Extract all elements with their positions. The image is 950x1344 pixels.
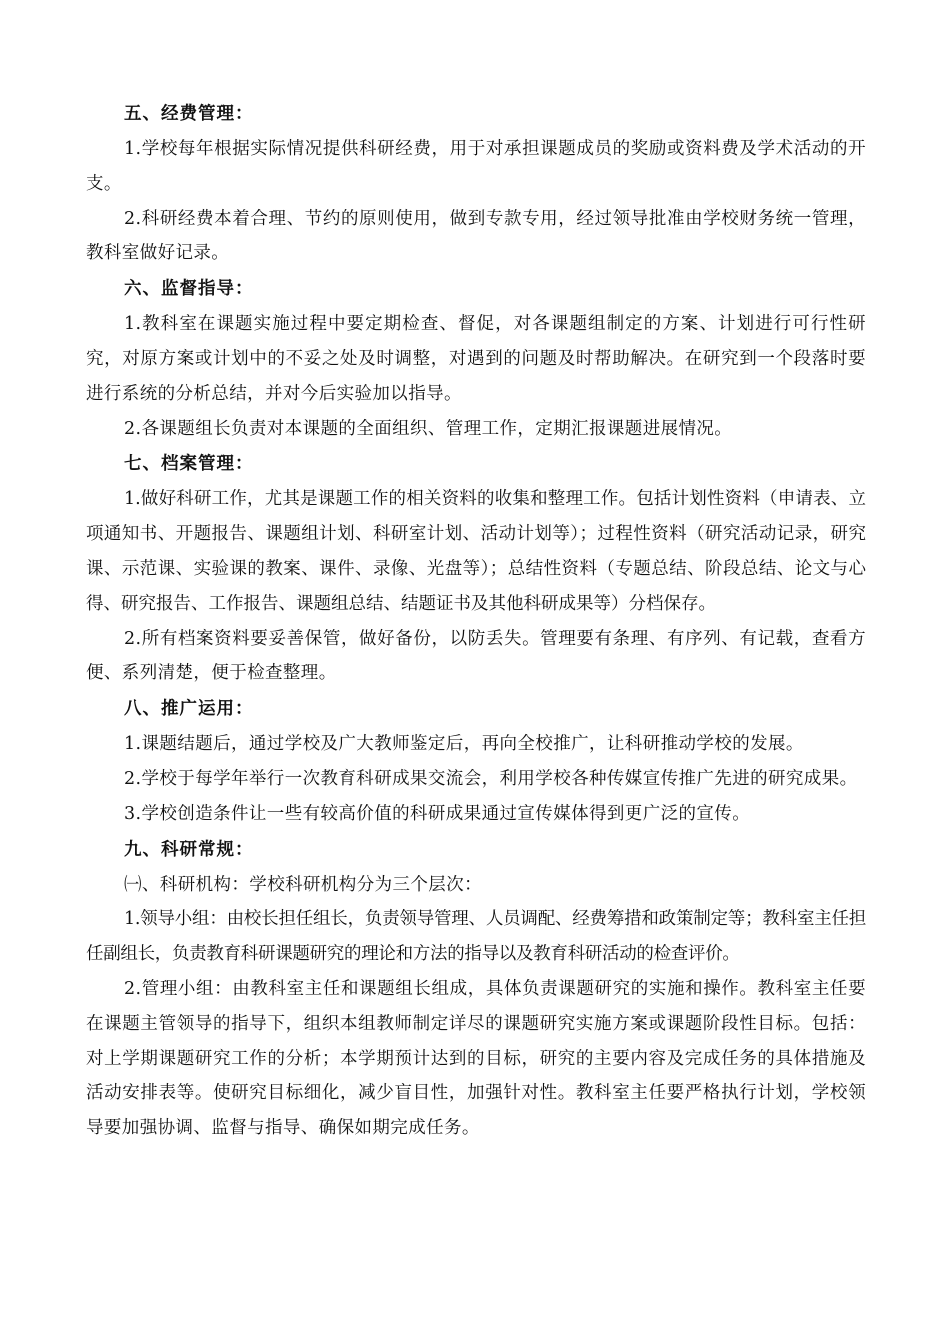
paragraph: 2.所有档案资料要妥善保管，做好备份，以防丢失。管理要有条理、有序列、有记载，查看方便、系列清楚，便于检查整理。 (86, 628, 866, 684)
paragraph: 2.各课题组长负责对本课题的全面组织、管理工作，定期汇报课题进展情况。 (124, 418, 733, 439)
paragraph: 1.做好科研工作，尤其是课题工作的相关资料的收集和整理工作。包括计划性资料（申请表、立项通知书、开题报告、课题组计划、科研室计划、活动计划等）；过程性资料（研究活动记录，研究课、示范课、实验课的教案、课件、录像、光盘等）；总结性资料（专题总结、阶段总结、论文与心得、研究报告、工作报告、课题组总结、结题证书及其他科研成果等）分档保存。 (86, 489, 866, 614)
section-heading-promotion: 八、推广运用： (124, 699, 254, 720)
section-heading-supervision: 六、监督指导： (124, 279, 254, 300)
document-body (86, 96, 866, 1146)
section-heading-funding: 五、经费管理： (124, 104, 254, 124)
paragraph: 2.科研经费本着合理、节约的原则使用，做到专款专用，经过领导批准由学校财务统一管理，教科室做好记录。 (86, 208, 866, 264)
paragraph: 2.学校于每学年举行一次教育科研成果交流会，利用学校各种传媒宣传推广先进的研究成果。 (124, 768, 858, 789)
paragraph: 2.管理小组：由教科室主任和课题组长组成，具体负责课题研究的实施和操作。教科室主任要在课题主管领导的指导下，组织本组教师制定详尽的课题研究实施方案或课题阶段性目标。包括：对上学期课题研究工作的分析；本学期预计达到的目标，研究的主要内容及完成任务的具体措施及活动安排表等。使研究目标细化，减少盲目性，加强针对性。教科室主任要严格执行计划，学校领导要加强协调、监督与指导、确保如期完成任务。 (86, 978, 866, 1139)
paragraph: 1.领导小组：由校长担任组长，负责领导管理、人员调配、经费筹措和政策制定等；教科室主任担任副组长，负责教育科研课题研究的理论和方法的指导以及教育科研活动的检查评价。 (86, 909, 866, 965)
section-heading-archives: 七、档案管理： (124, 454, 254, 475)
paragraph: 3.学校创造条件让一些有较高价值的科研成果通过宣传媒体得到更广泛的宣传。 (124, 803, 751, 824)
paragraph: 1.学校每年根据实际情况提供科研经费，用于对承担课题成员的奖励或资料费及学术活动的开支。 (86, 139, 866, 194)
paragraph: ㈠、科研机构：学校科研机构分为三个层次： (124, 874, 482, 895)
paragraph: 1.课题结题后，通过学校及广大教师鉴定后，再向全校推广，让科研推动学校的发展。 (124, 734, 804, 755)
section-heading-research-routine: 九、科研常规： (124, 839, 254, 860)
paragraph: 1.教科室在课题实施过程中要定期检查、督促，对各课题组制定的方案、计划进行可行性研究，对原方案或计划中的不妥之处及时调整，对遇到的问题及时帮助解决。在研究到一个段落时要进行系统的分析总结，并对今后实验加以指导。 (86, 314, 866, 404)
